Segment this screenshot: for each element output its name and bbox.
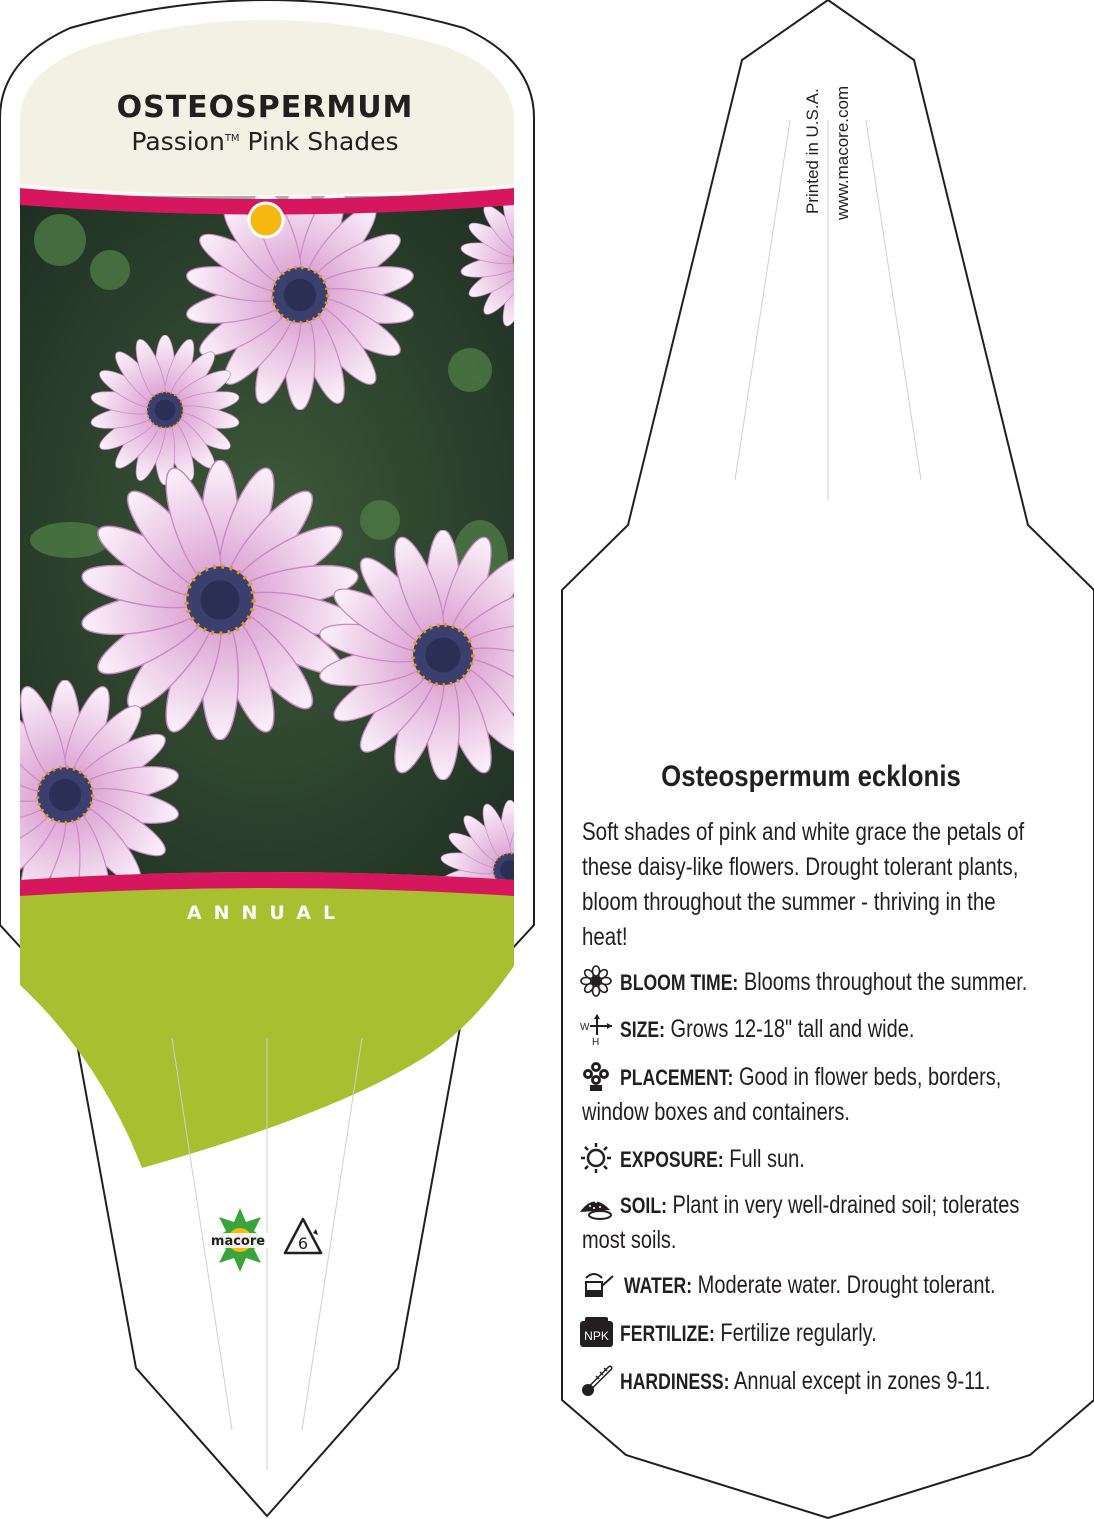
recycle-number: 6 — [297, 1234, 309, 1253]
soil-trowel-icon — [578, 1188, 614, 1222]
subtitle-variety: Pink Shades — [239, 127, 399, 156]
thermometer-icon — [580, 1364, 614, 1398]
care-water: WATER: Moderate water. Drought tolerant. — [624, 1271, 996, 1299]
care-hardiness: HARDINESS: Annual except in zones 9-11. — [620, 1367, 991, 1395]
watering-can-icon — [580, 1268, 616, 1302]
subtitle-series: Passion — [131, 127, 225, 156]
size-arrows-icon — [578, 1012, 614, 1046]
npk-label: NPK — [584, 1329, 609, 1343]
npk-bag-icon — [579, 1316, 615, 1350]
care-fertilize: FERTILIZE: Fertilize regularly. — [620, 1319, 877, 1347]
care-soil: SOIL: Plant in very well-drained soil; tolerates — [620, 1191, 1020, 1219]
trademark-mark: TM — [224, 133, 240, 144]
plant-subtitle — [30, 127, 500, 156]
description: Soft shades of pink and white grace the petals of these daisy-like flowers. Drought tolerant plants, bloom throughout the summer - thriving in the heat! — [582, 818, 1025, 951]
care-bloom-time: BLOOM TIME: Blooms throughout the summer. — [620, 968, 1028, 996]
svg-text:H: H — [592, 1037, 600, 1046]
macore-logo — [205, 1205, 335, 1275]
care-exposure: EXPOSURE: Full sun. — [620, 1145, 805, 1173]
sun-icon — [580, 1142, 612, 1174]
care-placement-cont: window boxes and containers. — [582, 1098, 850, 1126]
flower-icon — [580, 965, 612, 997]
website: www.macore.com — [833, 85, 852, 220]
svg-text:W: W — [580, 1022, 590, 1033]
recycle-icon — [285, 1219, 321, 1253]
placement-flowers-icon — [580, 1060, 612, 1092]
care-size: SIZE: Grows 12-18" tall and wide. — [620, 1015, 915, 1043]
care-placement: PLACEMENT: Good in flower beds, borders, — [620, 1063, 1002, 1091]
care-soil-cont: most soils. — [582, 1226, 677, 1254]
plant-title: OSTEOSPERMUM — [116, 90, 414, 125]
category-label: ANNUAL — [186, 902, 348, 924]
botanical-name: Osteospermum ecklonis — [661, 760, 961, 793]
printed-origin: Printed in U.S.A. — [803, 88, 822, 214]
logo-text: macore — [210, 1234, 266, 1249]
